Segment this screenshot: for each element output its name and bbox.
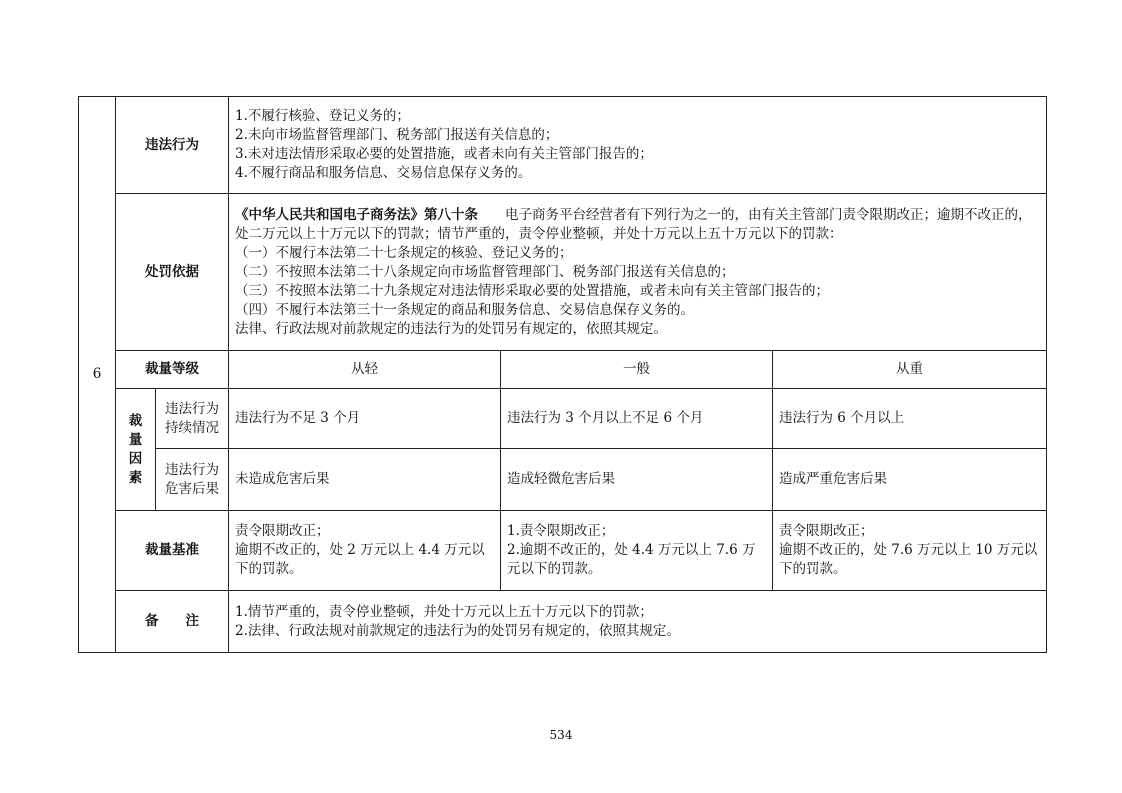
duration-label-line: 持续情况 [165, 419, 219, 436]
factors-label-char: 因 [128, 450, 143, 467]
basis-law-paragraph [235, 206, 1040, 244]
standard-line: 1.责令限期改正； [507, 523, 615, 539]
standard-line: 逾期不改正的，处 7.6 万元以上 10 万元以下的罚款。 [779, 542, 1038, 577]
remarks-line: 2.法律、行政法规对前款规定的违法行为的处罚另有规定的，依照其规定。 [235, 622, 680, 639]
basis-label: 处罚依据 [116, 194, 229, 351]
remarks-label: 备 注 [116, 591, 229, 653]
item-number: 6 [79, 97, 116, 653]
harm-heavy: 造成严重危害后果 [773, 449, 1047, 511]
page-number: 534 [549, 728, 573, 742]
harm-label-line: 违法行为 [165, 461, 219, 478]
harm-light: 未造成危害后果 [229, 449, 501, 511]
penalty-discretion-table [78, 96, 1047, 653]
basis-line: （一）不履行本法第二十七条规定的核验、登记义务的； [235, 244, 573, 261]
violation-line: 4.不履行商品和服务信息、交易信息保存义务的。 [235, 165, 532, 181]
harm-label-line: 危害后果 [165, 480, 219, 497]
standard-line: 责令限期改正； [779, 523, 874, 539]
factors-label-char: 裁 [128, 412, 143, 429]
standard-light [229, 511, 501, 591]
basis-line: （三）不按照本法第二十九条规定对违法情形采取必要的处置措施，或者未向有关主管部门报告的； [235, 282, 829, 299]
grade-heavy: 从重 [773, 351, 1047, 389]
duration-label-line: 违法行为 [165, 400, 219, 417]
grade-normal: 一般 [501, 351, 773, 389]
factors-label [116, 389, 156, 511]
basis-content [229, 194, 1047, 351]
standard-normal [501, 511, 773, 591]
remarks-line: 1.情节严重的，责令停业整顿，并处十万元以上五十万元以下的罚款； [235, 603, 653, 620]
standard-label: 裁量基准 [116, 511, 229, 591]
factors-label-char: 量 [128, 431, 143, 448]
grade-label: 裁量等级 [116, 351, 229, 389]
standard-heavy [773, 511, 1047, 591]
duration-heavy: 违法行为 6 个月以上 [773, 389, 1047, 449]
basis-line: （四）不履行本法第三十一条规定的商品和服务信息、交易信息保存义务的。 [235, 301, 694, 318]
factors-label-char: 素 [128, 469, 143, 486]
duration-normal: 违法行为 3 个月以上不足 6 个月 [501, 389, 773, 449]
grade-light: 从轻 [229, 351, 501, 389]
standard-line: 2.逾期不改正的，处 4.4 万元以上 7.6 万元以下的罚款。 [507, 542, 756, 577]
harm-normal: 造成轻微危害后果 [501, 449, 773, 511]
violation-line: 2.未向市场监督管理部门、税务部门报送有关信息的； [235, 127, 559, 143]
basis-line: 法律、行政法规对前款规定的违法行为的处罚另有规定的，依照其规定。 [235, 320, 667, 337]
violation-line: 3.未对违法情形采取必要的处置措施，或者未向有关主管部门报告的； [235, 146, 653, 162]
duration-label [156, 389, 229, 449]
duration-light: 违法行为不足 3 个月 [229, 389, 501, 449]
standard-line: 责令限期改正； [235, 523, 330, 539]
remarks-content [229, 591, 1047, 653]
violation-label: 违法行为 [116, 97, 229, 194]
law-intro: 电子商务平台经营者有下列行为之一的，由有关主管部门责令限期改正；逾期不改正的，处二万元以上十万元以下的罚款；情节严重的，责令停业整顿，并处十万元以上五十万元以下的罚款： [235, 206, 1032, 242]
violation-line: 1.不履行核验、登记义务的； [235, 108, 410, 124]
violation-content [229, 97, 1047, 194]
standard-line: 逾期不改正的，处 2 万元以上 4.4 万元以下的罚款。 [235, 542, 485, 577]
basis-line: （二）不按照本法第二十八条规定向市场监督管理部门、税务部门报送有关信息的； [235, 263, 735, 280]
harm-label [156, 449, 229, 511]
law-title: 《中华人民共和国电子商务法》第八十条 [235, 206, 478, 223]
